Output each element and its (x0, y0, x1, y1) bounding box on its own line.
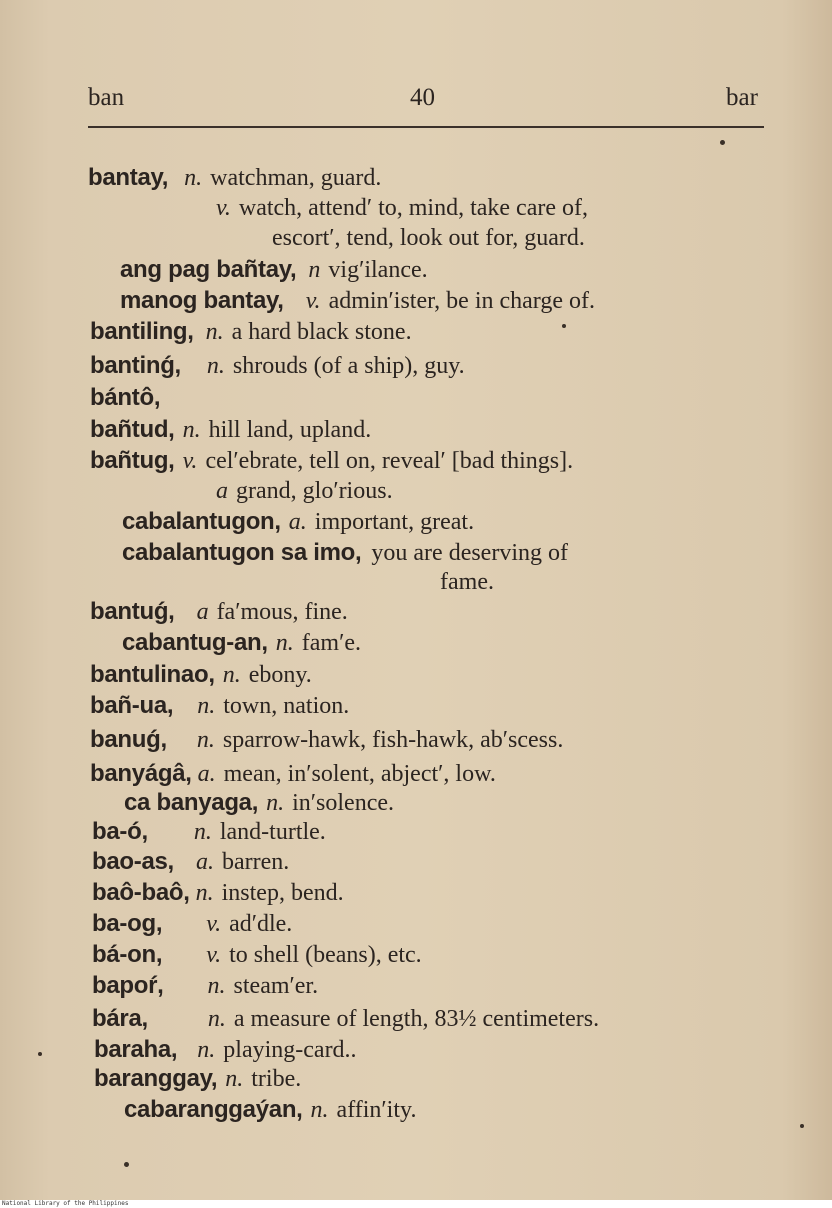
entry-line (92, 879, 344, 907)
definition: fame. (440, 569, 494, 595)
entry-line (90, 661, 312, 689)
headword: bañtug, (90, 447, 175, 474)
definition: tribe. (251, 1066, 302, 1092)
header-rule (88, 126, 764, 128)
headword: bá-on, (92, 941, 163, 968)
part-of-speech: n. (184, 165, 203, 191)
entry-line (272, 224, 585, 252)
part-of-speech: n. (207, 973, 226, 999)
part-of-speech: n. (195, 880, 214, 906)
part-of-speech: v. (216, 195, 231, 221)
entry-line (92, 848, 289, 876)
headword: bantay, (88, 164, 169, 191)
part-of-speech: n. (266, 790, 285, 816)
definition: instep, bend. (221, 880, 344, 906)
running-head-left: ban (88, 84, 125, 111)
page-number: 40 (410, 84, 435, 111)
headword: bapoŕ, (92, 972, 164, 999)
entry-line (120, 256, 428, 284)
definition: land-turtle. (219, 819, 326, 845)
definition: fa′mous, fine. (216, 599, 348, 625)
entry-line (92, 972, 318, 1000)
part-of-speech: n. (275, 630, 294, 656)
definition: admin′ister, be in charge of. (328, 288, 595, 314)
definition: a measure of length, 83½ centimeters. (233, 1006, 600, 1032)
running-head-right: bar (726, 84, 758, 111)
definition: you are deserving of (371, 540, 568, 566)
definition: cel′ebrate, tell on, reveal′ [bad things]. (205, 448, 574, 474)
headword: bantulinao, (90, 661, 215, 688)
headword: bántô, (90, 384, 161, 411)
entry-line (90, 384, 160, 412)
entry-line (90, 352, 465, 380)
part-of-speech: a. (288, 509, 307, 535)
part-of-speech: n. (225, 1066, 244, 1092)
entry-line (92, 941, 422, 969)
definition: important, great. (314, 509, 475, 535)
definition: shrouds (of a ship), guy. (232, 353, 465, 379)
part-of-speech: n. (197, 1037, 216, 1063)
entry-line (94, 1065, 301, 1093)
headword: cabalantugon sa imo, (122, 539, 362, 566)
entry-line (122, 539, 568, 567)
entry-line (90, 318, 412, 346)
ink-speck (562, 324, 566, 328)
part-of-speech: n. (222, 662, 241, 688)
definition: ad′dle. (229, 911, 293, 937)
definition: town, nation. (223, 693, 350, 719)
definition: watch, attend′ to, mind, take care of, (238, 195, 588, 221)
headword: cabaranggaýan, (124, 1096, 303, 1123)
part-of-speech: a (196, 599, 209, 625)
definition: watchman, guard. (210, 165, 382, 191)
definition: fam′e. (301, 630, 361, 656)
entry-line (90, 598, 348, 626)
entry-line (92, 910, 292, 938)
entry-line (90, 447, 573, 475)
headword: bára, (92, 1005, 148, 1032)
headword: baô-baô, (92, 879, 190, 906)
entry-line (94, 1036, 357, 1064)
entry-line (90, 760, 496, 788)
part-of-speech: n. (197, 693, 216, 719)
definition: in′solence. (292, 790, 394, 816)
definition: playing-card.. (223, 1037, 357, 1063)
entry-line (120, 287, 595, 315)
headword: manog bantay, (120, 287, 284, 314)
headword: ca banyaga, (124, 789, 259, 816)
headword: banuǵ, (90, 726, 167, 753)
definition: mean, in′solent, abject′, low. (223, 761, 496, 787)
part-of-speech: v. (182, 448, 198, 474)
part-of-speech: a. (195, 849, 214, 875)
part-of-speech: n (308, 257, 321, 283)
part-of-speech: n. (206, 353, 225, 379)
entry-line (92, 1005, 599, 1033)
entry-line (440, 568, 494, 596)
part-of-speech: a. (197, 761, 216, 787)
headword: baranggay, (94, 1065, 218, 1092)
entry-line (124, 1096, 416, 1124)
definition: to shell (beans), etc. (229, 942, 422, 968)
definition: hill land, upland. (208, 417, 372, 443)
library-footer: National Library of the Philippines (0, 1200, 832, 1208)
part-of-speech: n. (205, 319, 224, 345)
definition: affin′ity. (336, 1097, 417, 1123)
definition: escort′, tend, look out for, guard. (272, 225, 585, 251)
definition: ebony. (248, 662, 312, 688)
headword: bantinǵ, (90, 352, 181, 379)
headword: cabalantugon, (122, 508, 281, 535)
headword: bantiling, (90, 318, 194, 345)
part-of-speech: v. (305, 288, 321, 314)
part-of-speech: v. (206, 911, 222, 937)
part-of-speech: n. (207, 1006, 226, 1032)
headword: bañtud, (90, 416, 175, 443)
headword: banyágâ, (90, 760, 192, 787)
headword: ang pag bañtay, (120, 256, 297, 283)
ink-speck (720, 140, 725, 145)
definition: grand, glo′rious. (236, 478, 393, 504)
part-of-speech: a (216, 478, 228, 504)
part-of-speech: n. (182, 417, 201, 443)
part-of-speech: n. (310, 1097, 329, 1123)
ink-speck (124, 1162, 129, 1167)
definition: steam′er. (233, 973, 319, 999)
definition: a hard black stone. (231, 319, 412, 345)
entry-line (216, 477, 393, 505)
headword: cabantug-an, (122, 629, 268, 656)
definition: sparrow-hawk, fish-hawk, ab′scess. (222, 727, 564, 753)
headword: ba-ó, (92, 818, 148, 845)
headword: bao-as, (92, 848, 174, 875)
part-of-speech: v. (206, 942, 222, 968)
headword: bañ-ua, (90, 692, 174, 719)
entry-line (216, 194, 588, 222)
part-of-speech: n. (193, 819, 212, 845)
entry-line (122, 629, 361, 657)
definition: barren. (221, 849, 290, 875)
headword: baraha, (94, 1036, 178, 1063)
ink-speck (38, 1052, 42, 1056)
entry-line (88, 164, 381, 192)
ink-speck (800, 1124, 804, 1128)
entry-line (90, 416, 371, 444)
entry-line (92, 818, 326, 846)
entry-line (90, 692, 349, 720)
part-of-speech: n. (196, 727, 215, 753)
definition: vig′ilance. (328, 257, 428, 283)
headword: ba-og, (92, 910, 163, 937)
headword: bantuǵ, (90, 598, 175, 625)
entry-line (124, 789, 394, 817)
entry-line (122, 508, 474, 536)
entry-line (90, 726, 563, 754)
